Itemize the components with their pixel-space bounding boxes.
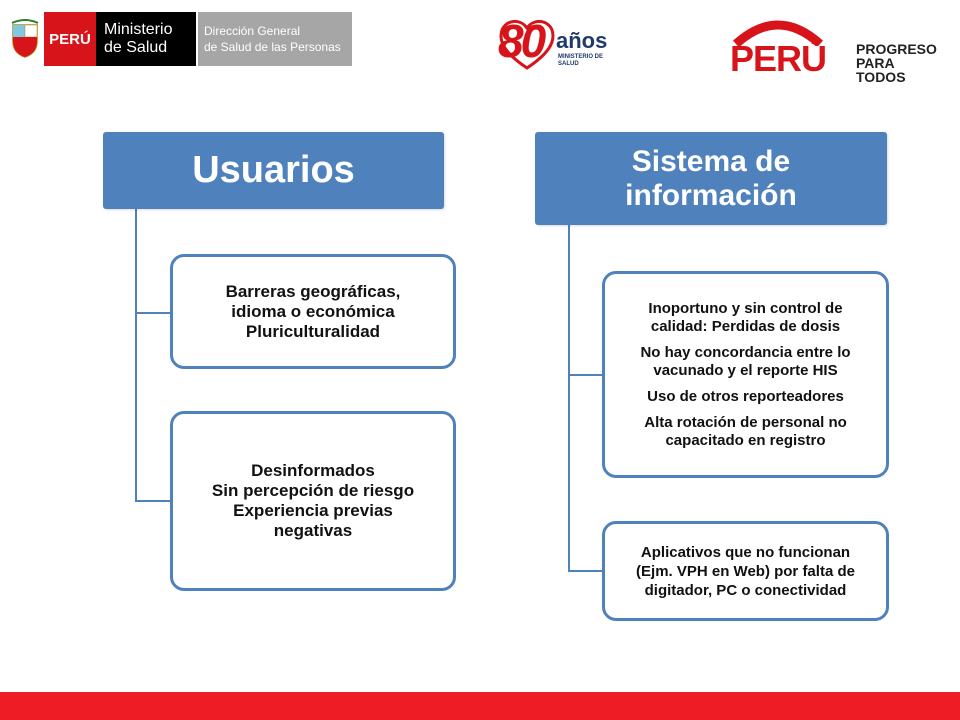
usuarios-header: [103, 132, 444, 209]
minsa-country-label: PERÚ: [44, 12, 96, 66]
right-connector-vertical: [568, 224, 570, 572]
usuarios-misinformed-box: Desinformados Sin percepción de riesgo Experiencia previas negativas: [170, 411, 456, 591]
sistema-header: [535, 132, 887, 225]
left-connector-branch-2: [135, 500, 172, 502]
anniversary-word: años: [556, 28, 608, 53]
minsa-logo: [6, 12, 352, 66]
sistema-title-line-2: información: [625, 178, 797, 212]
sistema-apps-box: Aplicativos que no funcionan (Ejm. VPH en Web) por falta de digitador, PC o conectividad: [602, 521, 889, 621]
sistema-issues-box: Inoportuno y sin control de calidad: Perdidas de dosis No hay concordancia entre lo vacunado y el reporte HIS Uso de otros reporteadores Alta rotación de personal no capacitado en registro: [602, 271, 889, 478]
usuarios-title: Usuarios: [192, 149, 355, 191]
usuarios-barriers-box: Barreras geográficas, idioma o económica Pluriculturalidad: [170, 254, 456, 369]
coat-of-arms-icon: [6, 12, 44, 66]
anniversary-subtitle: MINISTERIO DE SALUD: [558, 54, 604, 67]
anniversary-logo: [496, 14, 616, 72]
peru-tagline: PROGRESO PARA TODOS: [856, 41, 937, 85]
peru-progreso-logo: [728, 12, 938, 85]
anniversary-number: 80: [498, 15, 544, 67]
left-connector-vertical: [135, 209, 137, 502]
left-connector-branch-1: [135, 312, 172, 314]
right-connector-branch-2: [568, 570, 604, 572]
footer-bar: [0, 692, 960, 720]
peru-word: PERÚ: [730, 38, 827, 79]
right-connector-branch-1: [568, 374, 604, 376]
minsa-ministry-name: Ministerio de Salud: [96, 12, 196, 66]
minsa-directorate-name: Dirección General de Salud de las Personas: [196, 12, 352, 66]
sistema-title-line-1: Sistema de: [631, 144, 791, 178]
